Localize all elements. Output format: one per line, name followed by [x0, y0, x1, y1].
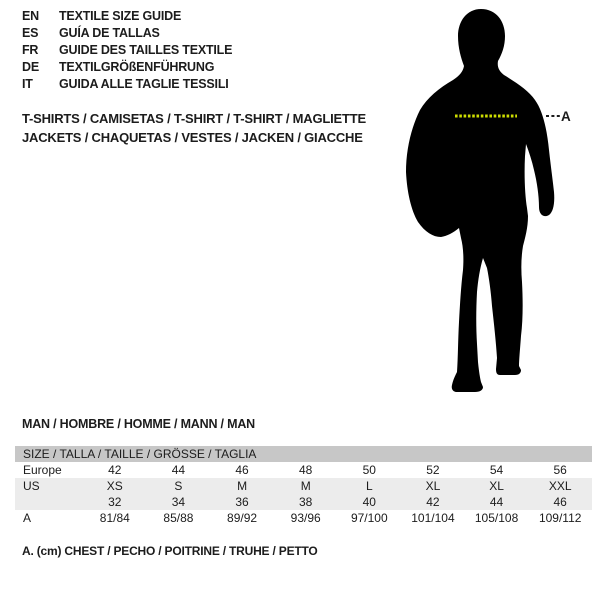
size-cell: 52 [426, 463, 440, 477]
size-table-header: SIZE / TALLA / TAILLE / GRÖSSE / TAGLIA [15, 446, 592, 462]
section-title-man: MAN / HOMBRE / HOMME / MANN / MAN [22, 417, 255, 431]
garment-categories [22, 109, 366, 147]
language-row-it [22, 76, 232, 93]
size-cell: S [174, 479, 183, 493]
language-title: GUIDA ALLE TAGLIE TESSILI [59, 77, 229, 91]
size-cell: M [300, 479, 311, 493]
size-cell: 40 [362, 495, 376, 509]
table-row-europe [15, 462, 592, 478]
row-label: US [23, 479, 40, 493]
size-cell: XS [106, 479, 123, 493]
category-jackets: JACKETS / CHAQUETAS / VESTES / JACKEN / GIACCHE [22, 130, 363, 145]
man-silhouette-figure [403, 6, 563, 396]
language-row-fr [22, 42, 232, 59]
row-label: A [23, 511, 32, 525]
size-cell: 97/100 [350, 511, 388, 525]
size-cell: 46 [235, 463, 249, 477]
table-row-us [15, 478, 592, 494]
table-row-chest-cm [15, 510, 592, 526]
language-code: DE [22, 60, 39, 74]
size-cell: 44 [171, 463, 186, 477]
size-cell: 109/112 [538, 511, 582, 525]
size-cell: 105/108 [474, 511, 519, 525]
language-row-en [22, 8, 232, 25]
man-silhouette [406, 9, 554, 392]
size-table [15, 446, 592, 526]
size-cell: 89/92 [227, 511, 258, 525]
size-cell: 56 [553, 463, 567, 477]
row-label [15, 494, 83, 510]
language-code: IT [22, 77, 33, 91]
table-row-us-numeric [15, 494, 592, 510]
language-code: EN [22, 9, 39, 23]
language-title: TEXTILE SIZE GUIDE [59, 9, 182, 23]
size-cell: 54 [489, 463, 504, 477]
language-code: ES [22, 26, 39, 40]
size-cell: 34 [171, 495, 186, 509]
size-cell: 85/88 [163, 511, 194, 525]
language-list [22, 8, 232, 93]
size-cell: L [365, 479, 373, 493]
size-cell: XL [489, 479, 504, 493]
measure-label-a: A [561, 109, 571, 124]
row-label: Europe [23, 463, 62, 477]
language-title: GUIDE DES TAILLES TEXTILE [59, 43, 233, 57]
size-cell: 50 [362, 463, 376, 477]
size-cell: 32 [108, 495, 122, 509]
size-cell: 81/84 [99, 511, 130, 525]
size-cell: 46 [553, 495, 567, 509]
size-cell: 42 [426, 495, 440, 509]
category-tshirts: T-SHIRTS / CAMISETAS / T-SHIRT / T-SHIRT / MAGLIETTE [22, 111, 366, 126]
measurement-footnote: A. (cm) CHEST / PECHO / POITRINE / TRUHE / PETTO [22, 544, 318, 558]
language-row-de [22, 59, 232, 76]
language-code: FR [22, 43, 39, 57]
size-cell: 38 [299, 495, 313, 509]
size-cell: M [237, 479, 248, 493]
size-cell: XL [425, 479, 441, 493]
language-title: TEXTILGRÖßENFÜHRUNG [59, 60, 215, 74]
size-cell: 44 [489, 495, 504, 509]
language-row-es [22, 25, 232, 42]
language-title: GUÍA DE TALLAS [59, 26, 160, 40]
size-cell: 42 [108, 463, 122, 477]
size-cell: XXL [548, 479, 572, 493]
size-cell: 93/96 [290, 511, 321, 525]
size-cell: 36 [235, 495, 249, 509]
size-cell: 48 [299, 463, 313, 477]
size-cell: 101/104 [411, 511, 455, 525]
